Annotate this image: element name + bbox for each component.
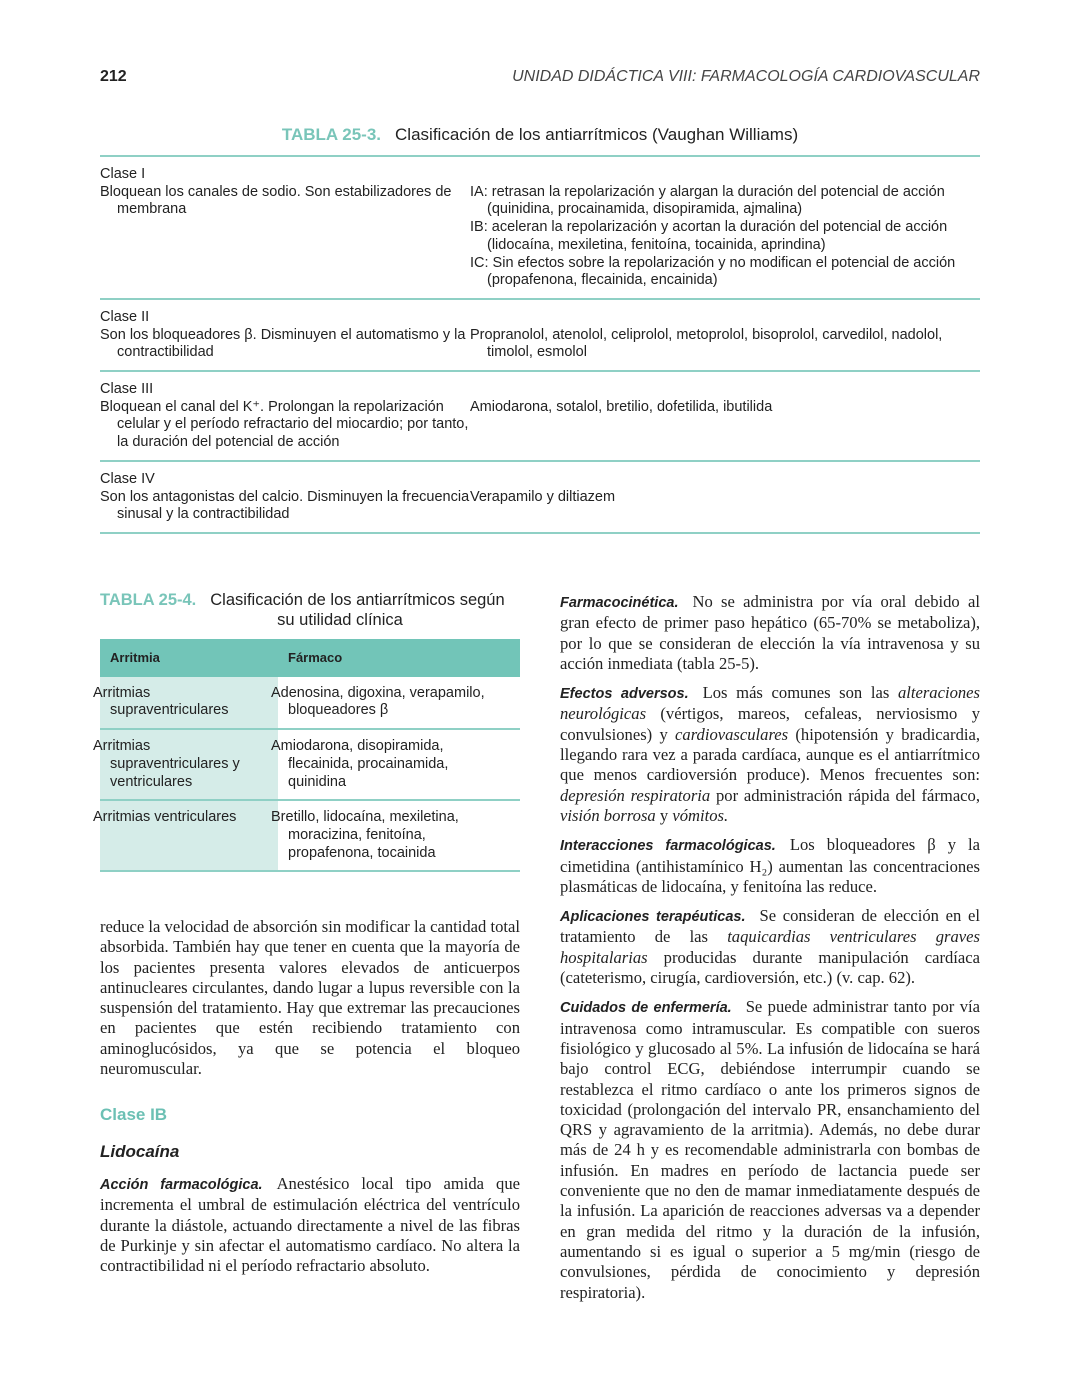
table-row bbox=[100, 729, 520, 800]
body-paragraph bbox=[100, 1174, 520, 1276]
drug-entry: IA: retrasan la repolarización y alargan la duración del potencial de acción (quinidina, procainamida, disopiramida, ajmalina) bbox=[470, 183, 945, 218]
run-in-heading: Interacciones farmacológicas. bbox=[560, 838, 776, 855]
table-row bbox=[100, 677, 520, 729]
section-heading: Clase IB bbox=[100, 1105, 168, 1125]
right-column bbox=[560, 592, 980, 1312]
class-cell bbox=[100, 381, 470, 452]
body-paragraph bbox=[560, 997, 980, 1302]
table-25-3 bbox=[100, 155, 980, 534]
run-in-heading: Efectos adversos. bbox=[560, 686, 689, 703]
text: (vértigos, mareos, cefaleas, nerviosismo y convulsiones) y bbox=[560, 704, 980, 744]
text: alteraciones neurológicas bbox=[560, 683, 980, 724]
running-head: UNIDAD DIDÁCTICA VIII: FARMACOLOGÍA CARDIOVASCULAR bbox=[512, 68, 980, 85]
class-cell bbox=[100, 166, 470, 290]
left-column bbox=[100, 917, 520, 1285]
text: cardiovasculares bbox=[675, 724, 789, 744]
table-25-4 bbox=[93, 639, 520, 872]
text: vómitos. bbox=[672, 805, 729, 825]
class-description: Son los antagonistas del calcio. Disminuyen la frecuencia sinusal y la contractibilidad bbox=[100, 488, 470, 523]
paragraph-text: Los bloqueadores β y la cimetidina (antihistamínico H₂) aumentan las concentraciones plasmáticas de lidocaína, y fenitoína las reduce. bbox=[560, 835, 981, 896]
table-caption-line2: su utilidad clínica bbox=[277, 611, 403, 629]
column-header: Arritmia bbox=[100, 639, 278, 677]
text: Se consideran de elección en el tratamiento de las bbox=[560, 906, 980, 947]
drug-entry: IB: aceleran la repolarización y acortan la duración del potencial de acción (lidocaína, mexiletina, fenitoína, tocainida, aprindina) bbox=[470, 219, 948, 253]
body-paragraph bbox=[560, 906, 980, 988]
paragraph-text: Se puede administrar tanto por vía intravenosa como intramuscular. Es compatible con sueros fisiológico y glucosado al 5%. La infusión de lidocaína se hará bajo control ECG, debiéndose interrumpir cuando se restablezca el ritmo cardíaco o ante los primeros signos de toxicidad (prolongación del intervalo PR, ensanchamiento del QRS y agravamiento de la arritmia). Además, no debe durar más de 24 h y es recomendable administrarla con bombas de infusión. En madres en período de lactancia puede ser conveniente que no den de mamar inmediatamente después de la infusión. La aparición de reacciones adversas va a depender en gran medida del ritmo y la duración de la infusión, aumentando si es igual o superior a 5 mg/min (riesgo de convulsiones, pérdida de conocimiento y depresión respiratoria). bbox=[560, 997, 980, 1302]
table-row bbox=[100, 372, 980, 462]
cell: Adenosina, digoxina, verapamilo, bloqueadores β bbox=[278, 677, 520, 729]
table-row bbox=[100, 462, 980, 534]
drug-entry: Verapamilo y diltiazem bbox=[470, 488, 616, 505]
class-description: Bloquean los canales de sodio. Son estabilizadores de membrana bbox=[100, 183, 452, 218]
table-25-4-title bbox=[100, 590, 520, 630]
drugs-cell bbox=[470, 166, 980, 290]
table-caption: Clasificación de los antiarrítmicos (Vaughan Williams) bbox=[395, 125, 799, 144]
text: Los más comunes son las bbox=[702, 683, 898, 703]
table-row bbox=[100, 800, 520, 871]
page-number: 212 bbox=[100, 68, 127, 85]
text: por administración rápida del fármaco, bbox=[710, 785, 980, 805]
run-in-heading: Aplicaciones terapéuticas. bbox=[560, 909, 746, 926]
run-in-heading: Farmacocinética. bbox=[560, 595, 679, 611]
cell: Arritmias supraventriculares bbox=[100, 677, 278, 729]
drug-entry: Propranolol, atenolol, celiprolol, metoprolol, bisoprolol, carvedilol, nadolol, timolol, esmolol bbox=[470, 326, 943, 361]
body-paragraph bbox=[560, 835, 980, 897]
run-in-heading: Acción farmacológica. bbox=[100, 1176, 263, 1193]
table-label: TABLA 25-4. bbox=[100, 591, 197, 609]
class-name: Clase III bbox=[100, 381, 154, 398]
drugs-cell bbox=[470, 471, 980, 524]
drug-entry: Amiodarona, sotalol, bretilio, dofetilida, ibutilida bbox=[470, 398, 773, 415]
subsection-heading: Lidocaína bbox=[100, 1141, 180, 1161]
cell: Arritmias ventriculares bbox=[100, 800, 278, 871]
table-label: TABLA 25-3. bbox=[281, 125, 382, 144]
text: y bbox=[655, 805, 673, 825]
cell: Bretillo, lidocaína, mexiletina, moracizina, fenitoína, propafenona, tocainida bbox=[278, 800, 520, 871]
text: visión borrosa bbox=[560, 805, 656, 825]
run-in-heading: Cuidados de enfermería. bbox=[560, 1000, 732, 1017]
body-paragraph: reduce la velocidad de absorción sin modificar la cantidad total absorbida. También hay que tener en cuenta que la mayoría de los pacientes presenta valores elevados de anticuerpos antinucleares circulantes, dando lugar a lupus reversible con la suspensión del tratamiento. Hay que extremar las precauciones en pacientes que estén recibiendo tratamiento con aminoglucósidos, ya que se potencia el bloqueo neuromuscular. bbox=[100, 917, 520, 1079]
class-description: Bloquean el canal del K⁺. Prolongan la repolarización celular y el período refractario del miocardio; por tanto, la duración del potencial de acción bbox=[100, 398, 469, 451]
class-cell bbox=[100, 309, 470, 362]
column-header: Fármaco bbox=[278, 639, 520, 677]
body-paragraph bbox=[560, 683, 980, 826]
table-row bbox=[100, 300, 980, 372]
class-name: Clase IV bbox=[100, 470, 155, 487]
body-paragraph bbox=[560, 592, 980, 674]
table-row bbox=[100, 157, 980, 300]
text: depresión respiratoria bbox=[560, 785, 711, 805]
text: producidas durante manipulación cardíaca (cateterismo, cirugía, cardioversión, etc.) (v. cap. 62). bbox=[560, 947, 980, 988]
drugs-cell bbox=[470, 309, 980, 362]
cell: Arritmias supraventriculares y ventriculares bbox=[100, 729, 278, 800]
class-cell bbox=[100, 471, 470, 524]
drugs-cell bbox=[470, 381, 980, 452]
table-caption-line1: Clasificación de los antiarrítmicos según bbox=[210, 591, 505, 609]
paragraph-text: Anestésico local tipo amida que incrementa el umbral de estimulación eléctrica del ventrículo durante la diástole, actuando directamente a nivel de las fibras de Purkinje y sin afectar el automatismo cardíaco. No altera la contractibilidad ni el período refractario absoluto. bbox=[100, 1173, 520, 1276]
class-name: Clase I bbox=[100, 166, 146, 182]
drug-entry: IC: Sin efectos sobre la repolarización y no modifican el potencial de acción (propafenona, flecainida, encainida) bbox=[470, 254, 956, 289]
class-description: Son los bloqueadores β. Disminuyen el automatismo y la contractibilidad bbox=[100, 326, 466, 361]
text: taquicardias ventriculares graves hospitalarias bbox=[560, 927, 980, 967]
table-25-3-title bbox=[100, 125, 980, 145]
cell: Amiodarona, disopiramida, flecainida, procainamida, quinidina bbox=[278, 729, 520, 800]
paragraph-text: No se administra por vía oral debido al gran efecto de primer paso hepático (65-70% se metaboliza), por lo que se consideran de elección la vía intravenosa y su acción inmediata (tabla 25-5). bbox=[560, 592, 980, 673]
class-name: Clase II bbox=[100, 308, 150, 325]
text: (hipotensión y bradicardia, llegando rara vez a parada cardíaca, aunque es el antiarrítmico que menos cardioversión produce). Menos frecuentes son: bbox=[560, 724, 980, 785]
